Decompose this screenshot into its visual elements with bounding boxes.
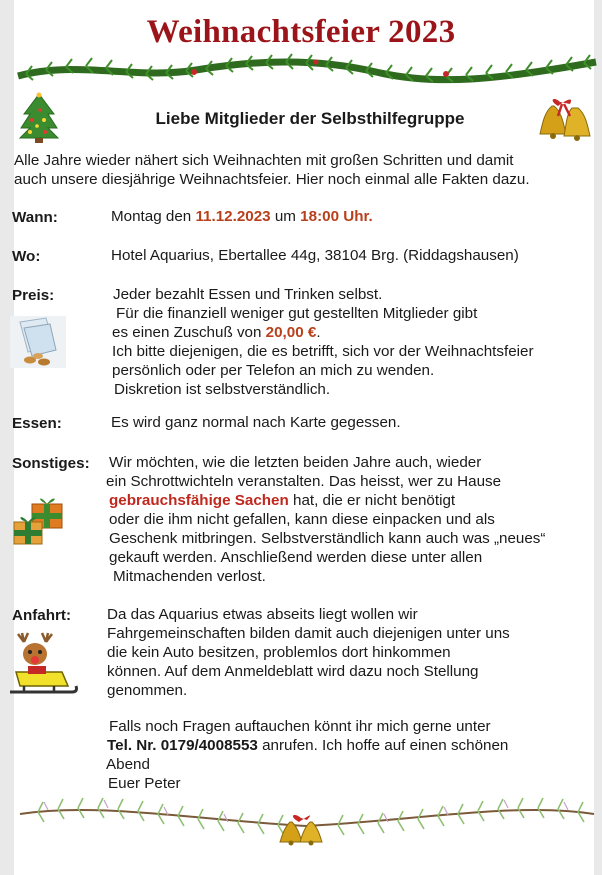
essen-value: Es wird ganz normal nach Karte gegessen.	[111, 414, 401, 431]
page-title: Weihnachtsfeier 2023	[146, 14, 456, 50]
pine-garland-top-icon	[16, 50, 598, 90]
sonstiges-line-1: Wir möchten, wie die letzten beiden Jahre auch, wieder	[109, 454, 482, 471]
preis-line-2: Für die finanziell weniger gut gestellten Mitglieder gibt	[116, 305, 478, 322]
sonstiges-line-2: ein Schrottwichteln veranstalten. Das heisst, wer zu Hause	[106, 473, 502, 490]
closing-line-1: Falls noch Fragen auftauchen könnt ihr mich gerne unter	[109, 718, 491, 735]
preis-line-4: Ich bitte diejenigen, die es betrifft, sich vor der Weihnachtsfeier	[112, 343, 534, 360]
preis-line-5: persönlich oder per Telefon an mich zu wenden.	[112, 362, 435, 379]
wo-value: Hotel Aquarius, Ebertallee 44g, 38104 Brg. (Riddagshausen)	[111, 247, 519, 264]
subsidy-amount: 20,00 €	[265, 324, 317, 341]
essen-label: Essen:	[12, 415, 62, 432]
anfahrt-line-4: können. Auf dem Anmeldeblatt wird dazu noch Stellung	[107, 663, 479, 680]
wann-label: Wann:	[12, 209, 58, 226]
anfahrt-line-2: Fahrgemeinschaften bilden damit auch diejenigen unter uns	[107, 625, 510, 642]
intro-line-1: Alle Jahre wieder nähert sich Weihnachten mit großen Schritten und damit	[14, 152, 514, 169]
moose-sled-icon	[6, 632, 80, 702]
anfahrt-line-5: genommen.	[107, 682, 188, 699]
phone-number: Tel. Nr. 0179/4008553	[107, 737, 258, 754]
sonstiges-line-4: oder die ihm nicht gefallen, kann diese einpacken und als	[109, 511, 495, 528]
closing-line-3: Abend	[106, 756, 150, 773]
intro-line-2: auch unsere diesjährige Weihnachtsfeier. Hier noch einmal alle Fakten dazu.	[14, 171, 530, 188]
sonstiges-line-7: Mitmachenden verlost.	[113, 568, 266, 585]
sonstiges-line-6: gekauft werden. Anschließend werden diese unter allen	[109, 549, 483, 566]
sonstiges-line-3: gebrauchsfähige Sachen hat, die er nicht benötigt	[109, 492, 456, 509]
closing-line-2: Tel. Nr. 0179/4008553 anrufen. Ich hoffe auf einen schönen	[107, 737, 509, 754]
preis-label: Preis:	[12, 287, 55, 304]
pine-garland-bottom-icon	[18, 792, 596, 846]
anfahrt-line-1: Da das Aquarius etwas abseits liegt wollen wir	[107, 606, 418, 623]
preis-line-6: Diskretion ist selbstverständlich.	[114, 381, 331, 398]
signature: Euer Peter	[108, 775, 181, 792]
anfahrt-label: Anfahrt:	[12, 607, 72, 624]
page-left-edge	[0, 0, 14, 875]
wo-label: Wo:	[12, 248, 41, 265]
sonstiges-line-5: Geschenk mitbringen. Selbstverständlich kann auch was „neues“	[109, 530, 546, 547]
event-time: 18:00 Uhr.	[300, 208, 373, 225]
preis-line-1: Jeder bezahlt Essen und Trinken selbst.	[113, 286, 383, 303]
money-icon	[10, 316, 66, 368]
gifts-icon	[10, 492, 68, 548]
greeting-heading: Liebe Mitglieder der Selbsthilfegruppe	[155, 109, 465, 128]
sonstiges-label: Sonstiges:	[12, 455, 90, 472]
highlight-text: gebrauchsfähige Sachen	[109, 492, 289, 509]
event-date: 11.12.2023	[195, 208, 271, 225]
wann-value: Montag den 11.12.2023 um 18:00 Uhr.	[111, 208, 373, 225]
anfahrt-line-3: die kein Auto besitzen, problemlos dort hinkommen	[107, 644, 451, 661]
preis-line-3: es einen Zuschuß von 20,00 €.	[112, 324, 321, 341]
